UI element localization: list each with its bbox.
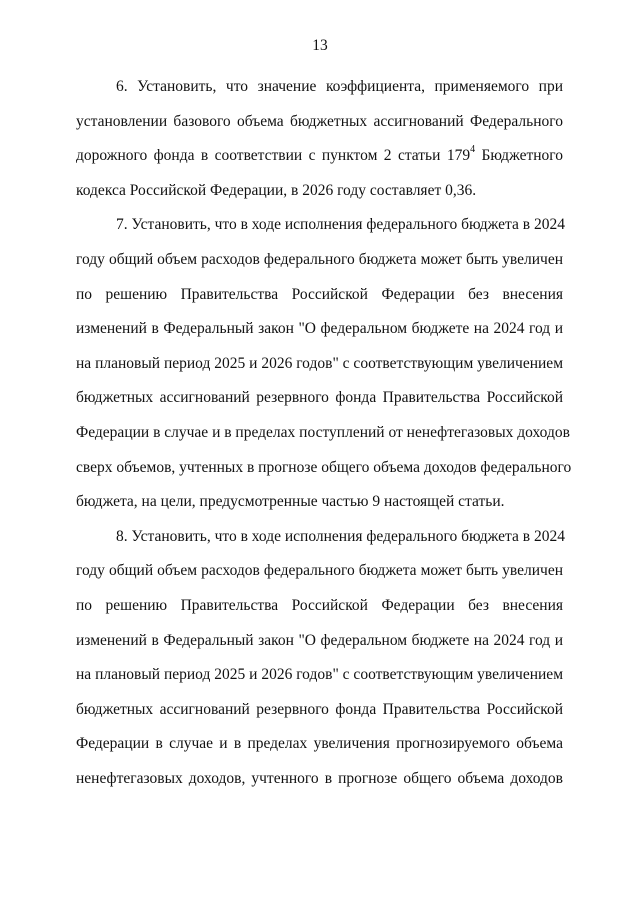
paragraph-line: сверх объемов, учтенных в прогнозе общего объема доходов федерального xyxy=(76,458,572,476)
paragraph-line: 8. Установить, что в ходе исполнения федерального бюджета в 2024 xyxy=(116,527,565,545)
paragraph-line-with-superscript xyxy=(76,139,563,174)
paragraph-line: году общий объем расходов федерального бюджета может быть увеличен xyxy=(76,562,563,580)
paragraph-line: установлении базового объема бюджетных ассигнований Федерального xyxy=(76,112,563,130)
page-number: 13 xyxy=(312,37,328,54)
paragraph-line: изменений в Федеральный закон "О федеральном бюджете на 2024 год и xyxy=(76,631,563,649)
paragraph-line-tail: Бюджетного xyxy=(475,147,563,165)
article-superscript: 4 xyxy=(470,144,476,156)
paragraph-line: по решению Правительства Российской Федерации без внесения xyxy=(76,285,563,303)
paragraph-8 xyxy=(76,520,563,797)
document-body xyxy=(76,70,572,796)
paragraph-line-text: дорожного фонда в соответствии с пунктом 2 статьи 179 xyxy=(76,147,471,165)
paragraph-line: кодекса Российской Федерации, в 2026 году составляет 0,36. xyxy=(76,181,477,199)
paragraph-line: Федерации в случае и в пределах поступлений от ненефтегазовых доходов xyxy=(76,423,570,441)
paragraph-6 xyxy=(76,70,563,208)
paragraph-line: бюджетных ассигнований резервного фонда Правительства Российской xyxy=(76,700,563,718)
paragraph-7 xyxy=(76,208,572,519)
paragraph-line: по решению Правительства Российской Федерации без внесения xyxy=(76,596,563,614)
paragraph-line: году общий объем расходов федерального бюджета может быть увеличен xyxy=(76,250,563,268)
paragraph-line: изменений в Федеральный закон "О федеральном бюджете на 2024 год и xyxy=(76,320,563,338)
paragraph-line: на плановый период 2025 и 2026 годов" с соответствующим увеличением xyxy=(76,354,563,372)
paragraph-line: бюджетных ассигнований резервного фонда Правительства Российской xyxy=(76,389,563,407)
paragraph-line: ненефтегазовых доходов, учтенного в прогнозе общего объема доходов xyxy=(76,769,563,787)
paragraph-line: на плановый период 2025 и 2026 годов" с соответствующим увеличением xyxy=(76,666,563,684)
paragraph-line: 6. Установить, что значение коэффициента, применяемого при xyxy=(116,78,563,95)
paragraph-line: 7. Установить, что в ходе исполнения федерального бюджета в 2024 xyxy=(116,216,565,234)
paragraph-line: бюджета, на цели, предусмотренные частью 9 настоящей статьи. xyxy=(76,493,505,511)
paragraph-line: Федерации в случае и в пределах увеличения прогнозируемого объема xyxy=(76,735,563,753)
